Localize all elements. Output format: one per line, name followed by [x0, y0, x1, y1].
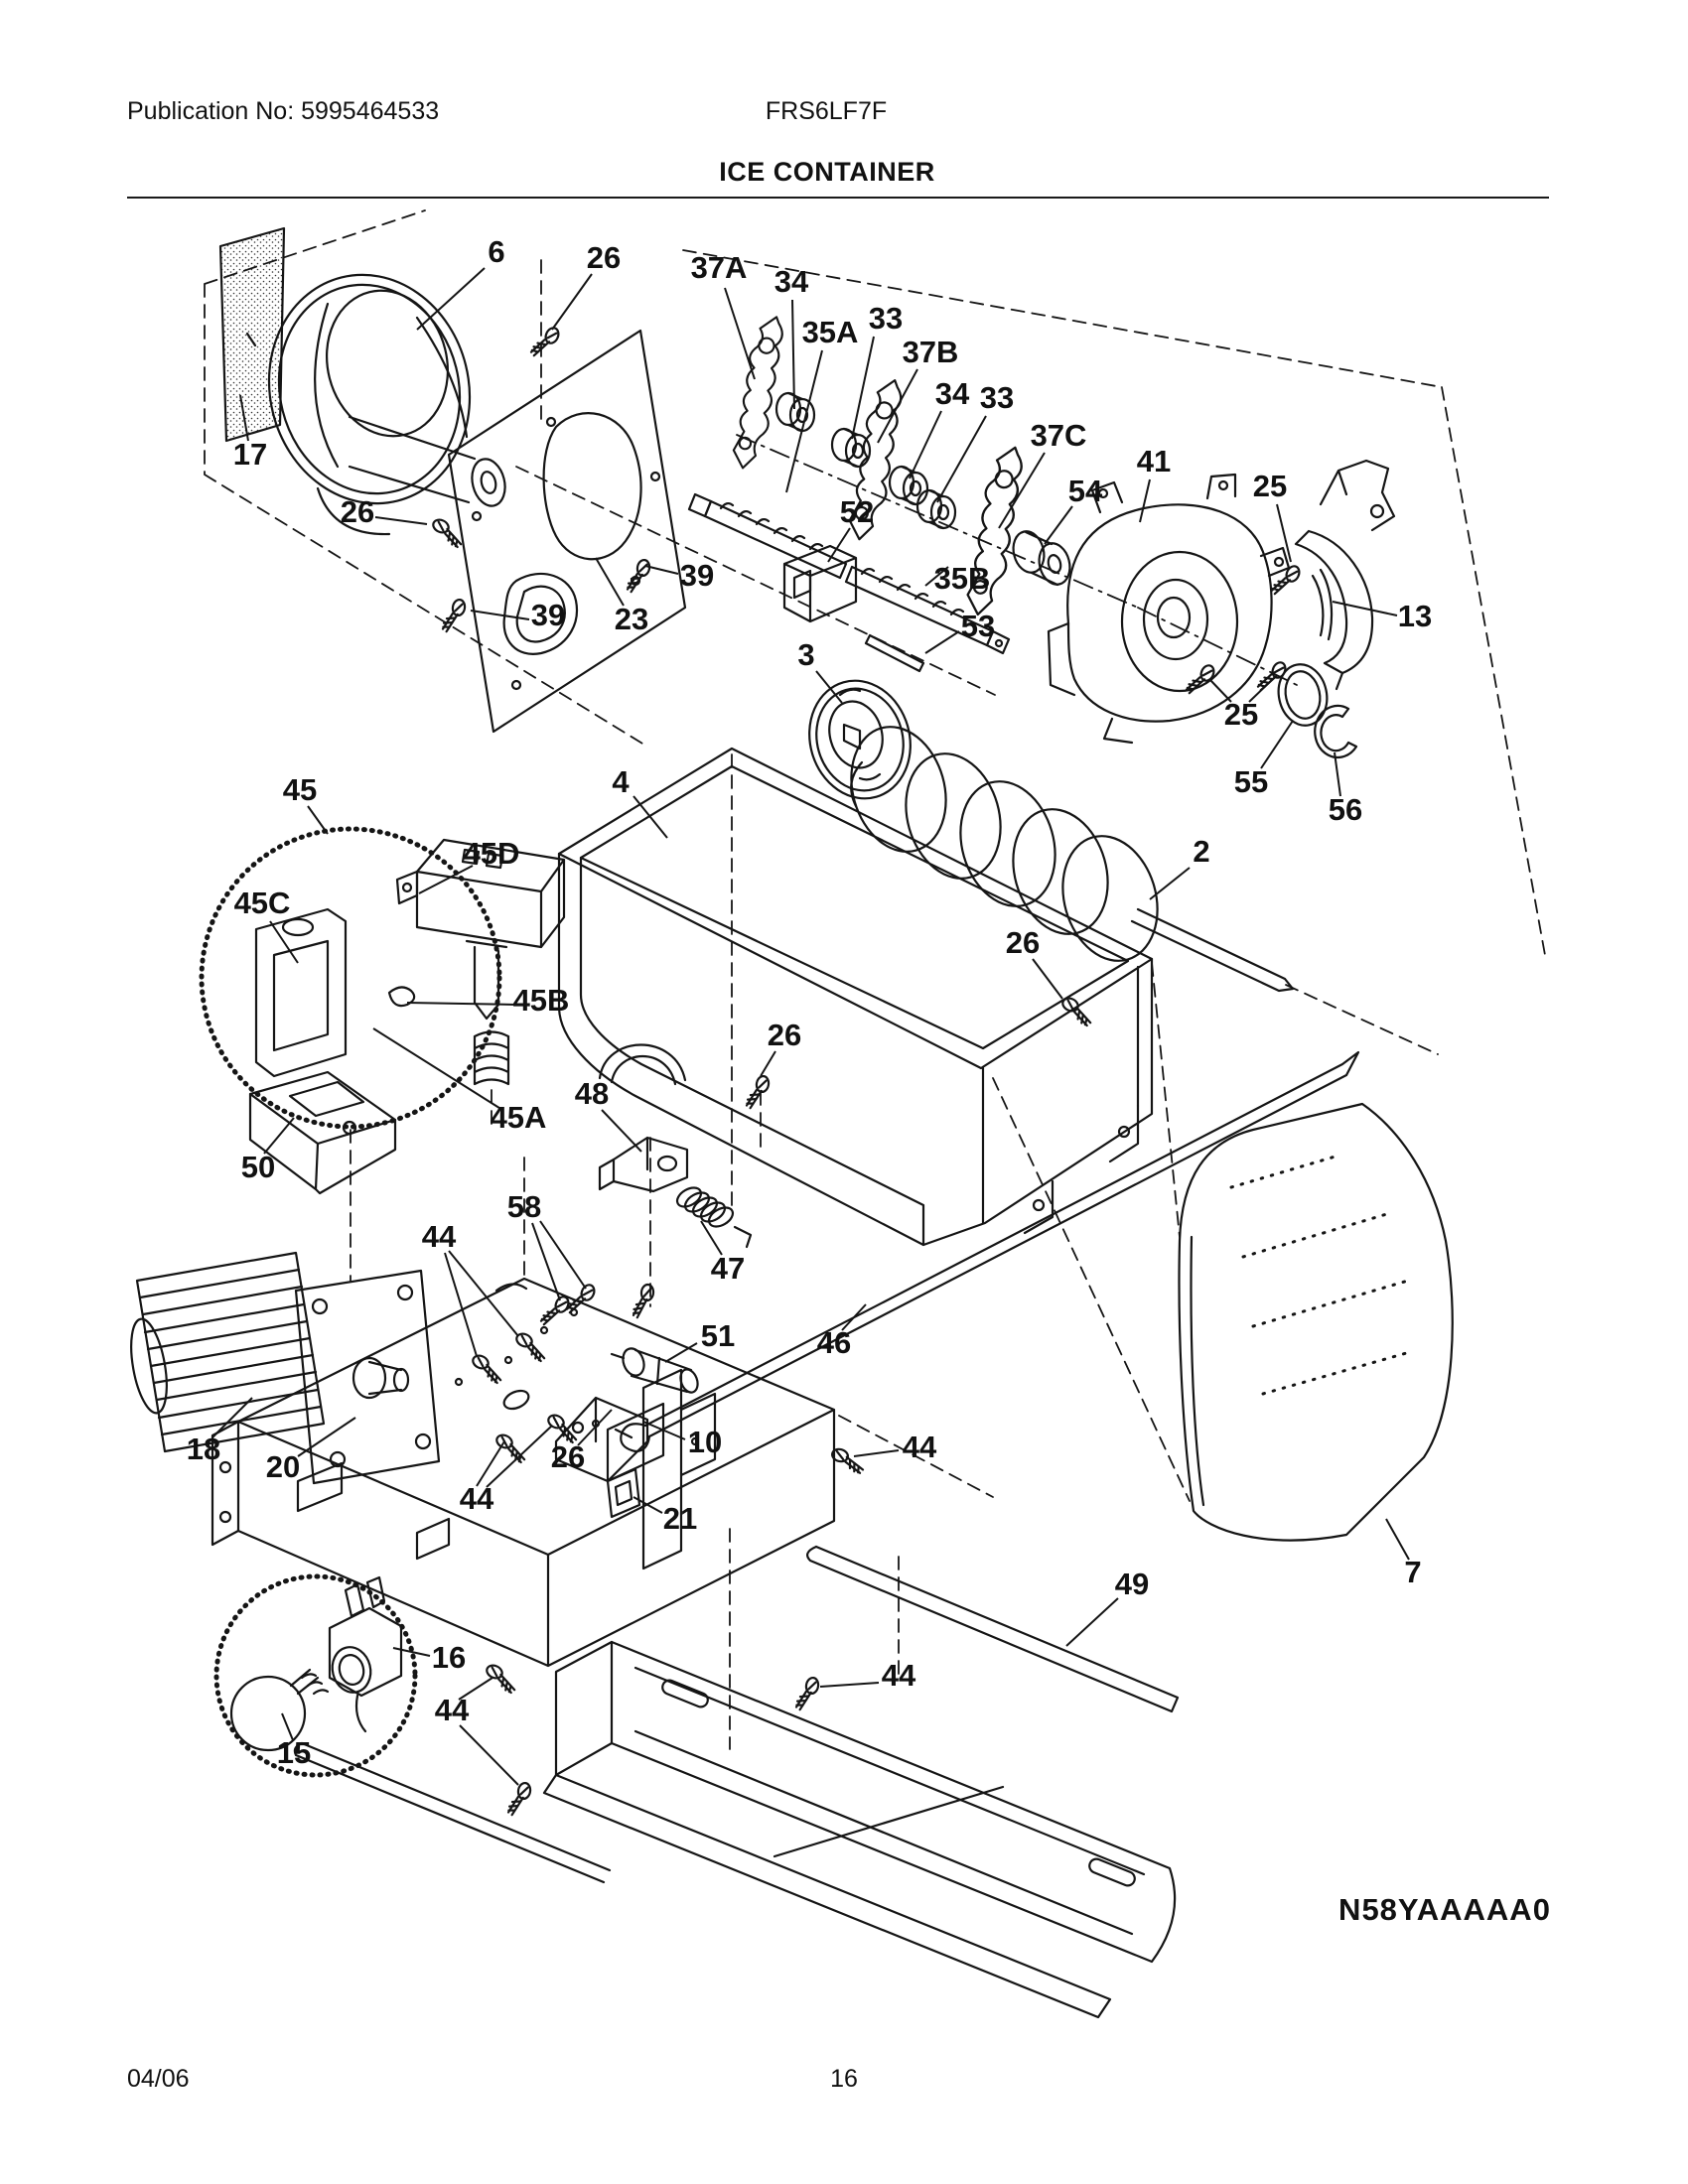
callout-3: 3 — [797, 637, 815, 673]
part-7-container-cover — [1180, 1104, 1453, 1541]
leader-line-58 — [540, 1221, 586, 1289]
part-54-coupler — [1009, 528, 1073, 588]
callout-35B: 35B — [933, 561, 991, 597]
part-53-pin — [866, 635, 923, 671]
detail-circle-dispenser-solenoid — [202, 829, 564, 1193]
callout-51: 51 — [700, 1318, 736, 1354]
leader-line-39 — [645, 566, 678, 574]
part-51-drive-coupler — [612, 1345, 701, 1395]
footer-date: 04/06 — [127, 2065, 190, 2093]
part-56-retainer-clip — [1315, 706, 1356, 757]
callout-37B: 37B — [902, 335, 959, 370]
callout-18: 18 — [186, 1432, 221, 1467]
leader-line-33 — [937, 416, 986, 502]
callout-50: 50 — [240, 1150, 276, 1185]
callout-13: 13 — [1397, 599, 1433, 634]
page-title: ICE CONTAINER — [719, 157, 935, 187]
callout-54: 54 — [1067, 474, 1103, 509]
drawing-number: N58YAAAAA0 — [1338, 1892, 1551, 1927]
leader-line-26 — [552, 274, 592, 330]
callout-39: 39 — [530, 598, 566, 633]
leader-line-23 — [596, 558, 624, 606]
model-number: FRS6LF7F — [765, 97, 888, 125]
callout-49: 49 — [1114, 1567, 1150, 1602]
callout-33: 33 — [979, 380, 1015, 416]
construction-dashed-lines — [205, 210, 1545, 1749]
callout-33: 33 — [868, 301, 904, 337]
part-49-lower-tray — [295, 1642, 1175, 2017]
callout-25: 25 — [1252, 469, 1288, 504]
callout-20: 20 — [265, 1449, 301, 1485]
callout-39: 39 — [679, 558, 715, 594]
leader-line-44 — [820, 1683, 879, 1687]
callout-41: 41 — [1136, 444, 1172, 479]
callout-23: 23 — [614, 602, 649, 637]
leader-line-56 — [1335, 752, 1340, 796]
callout-4: 4 — [612, 764, 630, 800]
part-55-o-ring — [1273, 660, 1333, 731]
callout-15: 15 — [276, 1735, 312, 1771]
callout-10: 10 — [687, 1425, 723, 1460]
leader-line-52 — [828, 528, 850, 562]
callout-55: 55 — [1233, 764, 1269, 800]
callout-2: 2 — [1193, 834, 1210, 870]
callout-58: 58 — [506, 1189, 542, 1225]
screws — [429, 324, 1302, 1818]
callout-6: 6 — [488, 234, 505, 270]
leader-line-6 — [417, 268, 485, 330]
part-17-label-strip — [220, 228, 284, 441]
leader-line-45 — [308, 806, 328, 834]
leader-line-50 — [264, 1118, 294, 1154]
leader-line-44 — [854, 1450, 899, 1456]
leader-line-48 — [602, 1110, 641, 1152]
crusher-blades-assembly — [689, 313, 1035, 653]
part-6-auger-drum — [245, 253, 509, 534]
leader-line-55 — [1261, 721, 1293, 768]
leader-line-26 — [375, 517, 427, 524]
callout-25: 25 — [1223, 697, 1259, 733]
leader-line-26 — [761, 1051, 775, 1076]
callout-44: 44 — [421, 1219, 457, 1255]
leader-line-34 — [910, 411, 941, 478]
part-13-ice-chute — [1296, 461, 1394, 689]
callout-26: 26 — [550, 1439, 586, 1475]
callout-37C: 37C — [1030, 418, 1087, 454]
callout-45: 45 — [282, 772, 318, 808]
publication-number: Publication No: 5995464533 — [127, 97, 440, 125]
callout-44: 44 — [459, 1481, 494, 1517]
leader-line-54 — [1045, 506, 1072, 544]
leader-line-49 — [1066, 1598, 1118, 1646]
part-2-auger-spring — [837, 716, 1293, 991]
leader-line-4 — [633, 796, 667, 838]
leader-line-37A — [725, 288, 755, 379]
callout-45A: 45A — [490, 1100, 547, 1136]
leader-line-33 — [852, 337, 874, 439]
callout-53: 53 — [960, 609, 996, 644]
leader-line-45B — [407, 1003, 516, 1005]
callout-47: 47 — [710, 1251, 746, 1287]
leader-line-44 — [460, 1725, 518, 1785]
callout-37A: 37A — [690, 250, 748, 286]
leader-line-44 — [449, 1251, 518, 1336]
leader-line-26 — [1033, 959, 1062, 999]
callout-45C: 45C — [233, 886, 291, 921]
callout-26: 26 — [340, 494, 375, 530]
leader-line-34 — [792, 300, 794, 409]
part-18-auger-motor — [125, 1253, 439, 1483]
leader-line-37B — [878, 369, 917, 443]
callout-34: 34 — [774, 264, 809, 300]
callout-16: 16 — [431, 1640, 467, 1676]
callout-26: 26 — [767, 1018, 802, 1053]
callout-48: 48 — [574, 1076, 610, 1112]
callout-52: 52 — [839, 494, 875, 530]
leader-line-53 — [925, 631, 959, 653]
detail-circle-light-bulb — [216, 1576, 415, 1775]
callout-44: 44 — [881, 1658, 916, 1694]
leader-line-13 — [1333, 602, 1397, 615]
leader-line-41 — [1140, 479, 1150, 522]
leader-line-20 — [298, 1418, 355, 1456]
callout-26: 26 — [586, 240, 622, 276]
callout-44: 44 — [434, 1693, 470, 1728]
part-4-ice-container — [559, 749, 1152, 1245]
callout-44: 44 — [902, 1430, 937, 1465]
callout-46: 46 — [816, 1325, 852, 1361]
part-47-spring — [674, 1184, 751, 1247]
callout-26: 26 — [1005, 925, 1041, 961]
leader-line-44 — [487, 1426, 552, 1487]
leader-line-39 — [471, 611, 529, 619]
callout-17: 17 — [232, 437, 268, 473]
callout-34: 34 — [934, 376, 970, 412]
callout-56: 56 — [1328, 792, 1363, 828]
part-48-bracket — [600, 1138, 687, 1191]
leader-line-2 — [1150, 868, 1190, 899]
leader-line-44 — [477, 1441, 504, 1486]
callout-45D: 45D — [463, 836, 520, 872]
callout-7: 7 — [1404, 1555, 1422, 1590]
callout-35A: 35A — [801, 315, 859, 350]
callout-21: 21 — [662, 1501, 698, 1537]
footer-page-number: 16 — [830, 2065, 858, 2093]
leader-line-7 — [1386, 1519, 1409, 1560]
callout-45B: 45B — [512, 983, 570, 1019]
